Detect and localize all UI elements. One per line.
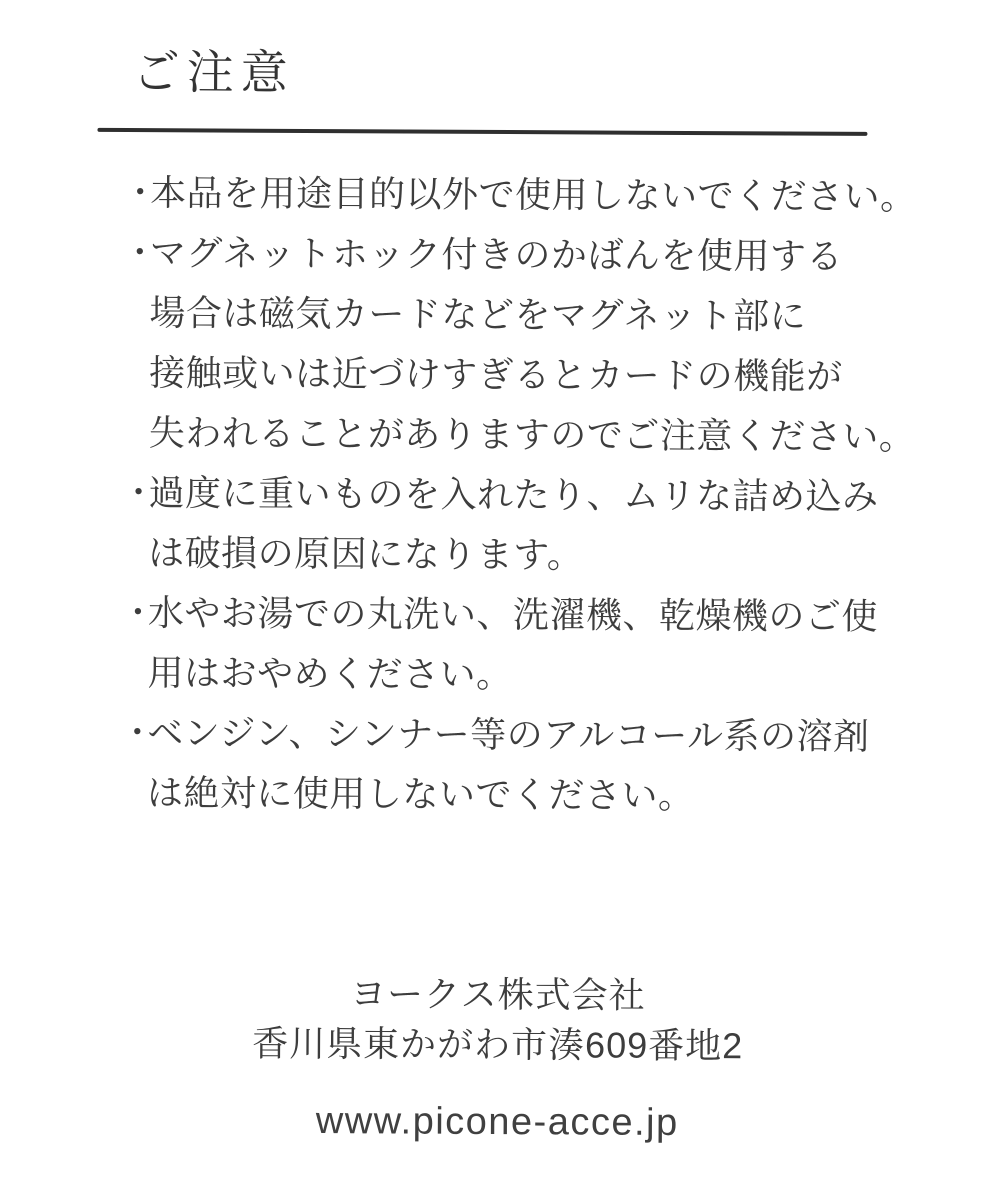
footer: [0, 967, 998, 1149]
bullet-dot-icon: ・: [120, 714, 155, 753]
notice-item-text: 過度に重いものを入れたり、ムリな詰め込み は破損の原因になります。: [148, 472, 879, 576]
notice-list: [0, 162, 1000, 827]
notice-title: ご注意: [132, 45, 295, 99]
bullet-dot-icon: ・: [123, 174, 158, 213]
title-divider-rule: [97, 128, 867, 136]
notice-item-text: 水やお湯での丸洗い、洗濯機、乾燥機のご使 用はおやめください。: [147, 592, 879, 696]
company-address: 香川県東かがわ市湊609番地2: [252, 1022, 744, 1067]
notice-item-text: 本品を用途目的以外で使用しないでください。: [150, 172, 917, 218]
notice-item: [121, 463, 941, 587]
bullet-dot-icon: ・: [122, 234, 158, 273]
company-name: ヨークス株式会社: [350, 973, 646, 1016]
notice-item: [120, 583, 940, 707]
notice-item: [120, 703, 940, 827]
website-url: www.picone-acce.jp: [315, 1100, 679, 1144]
notice-item-text: マグネットホック付きのかばんを使用する 場合は磁気カードなどをマグネット部に 接触或いは近づけすぎるとカードの機能が 失われることがありますのでご注意ください。: [148, 232, 916, 458]
bullet-dot-icon: ・: [121, 474, 157, 513]
notice-item-text: ベンジン、シンナー等のアルコール系の溶剤 は絶対に使用しないでください。: [146, 712, 870, 817]
bullet-dot-icon: ・: [120, 594, 156, 633]
notice-item: [122, 223, 942, 467]
notice-item: [123, 163, 942, 227]
